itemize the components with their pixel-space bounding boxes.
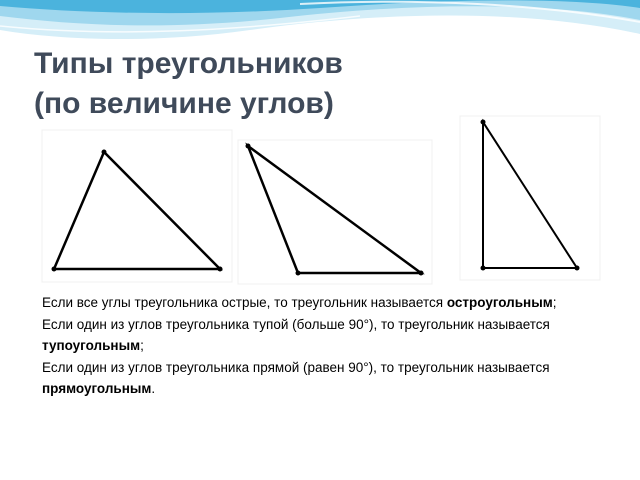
definition-right: Если один из углов треугольника прямой (равен 90°), то треугольник называется прямоугольным. <box>42 359 550 396</box>
figure-panel-right <box>460 116 600 280</box>
term-obtuse: тупоугольным <box>42 338 141 353</box>
figure-panel-obtuse <box>238 140 432 284</box>
definition-acute: Если все углы треугольника острые, то треугольник называется остроугольным; <box>42 295 557 310</box>
title-line-2: (по величине углов) <box>34 87 334 120</box>
definition-obtuse: Если один из углов треугольника тупой (больше 90°), то треугольник называется тупоугольным; <box>42 316 550 353</box>
figure-panel-acute <box>42 130 232 282</box>
term-right: прямоугольным <box>42 381 152 396</box>
title-line-1: Типы треугольников <box>34 47 343 80</box>
term-acute: остроугольным <box>446 295 553 310</box>
definitions-text <box>42 292 602 400</box>
